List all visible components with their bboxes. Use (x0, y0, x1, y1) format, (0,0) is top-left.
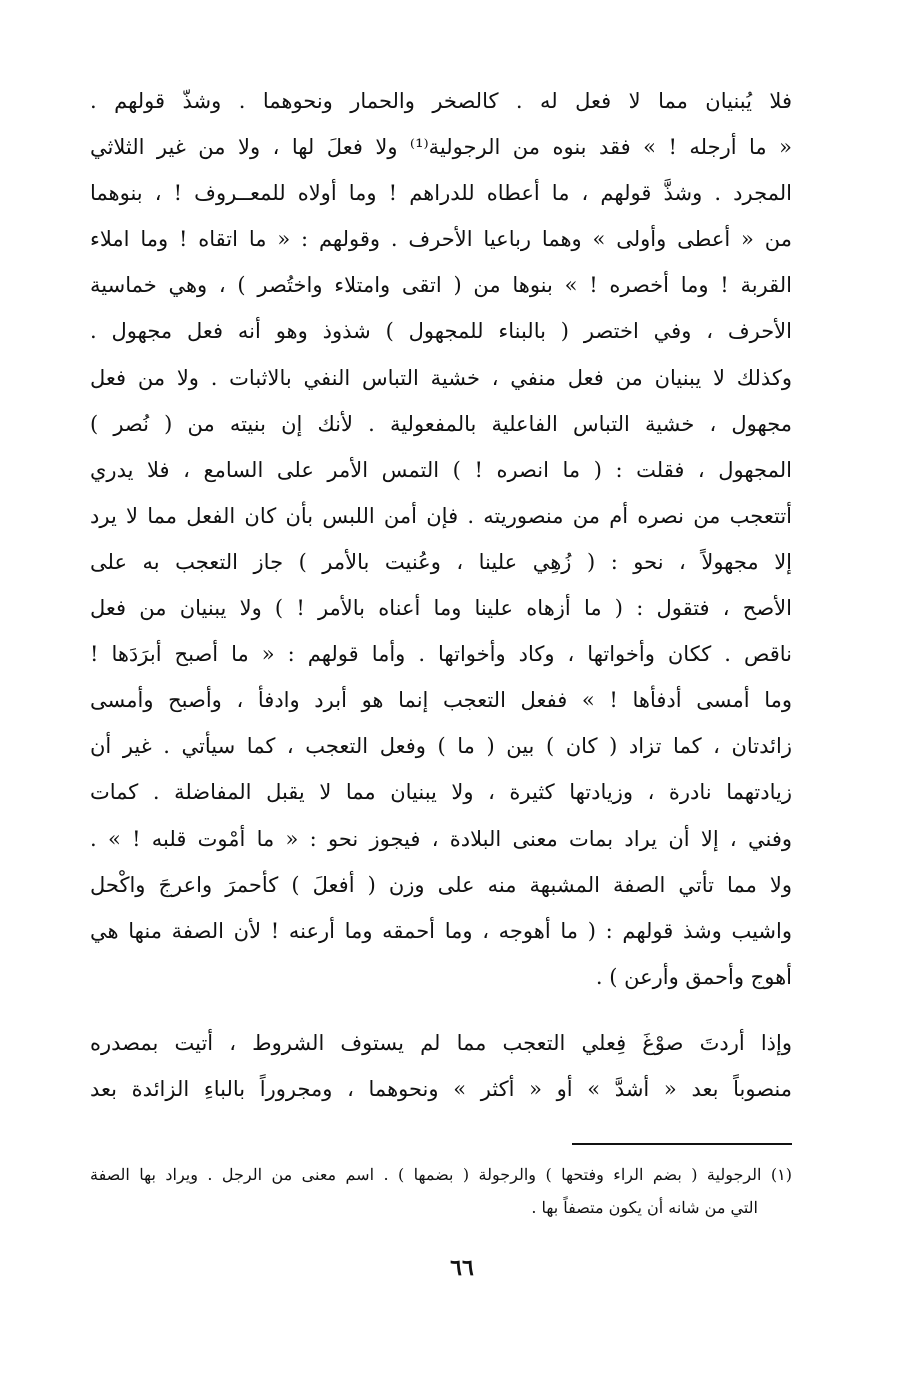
text-line: المجرد . وشذَّ قولهم ، ما أعطاه للدراهم ! وما أولاه للمعــروف ! ، بنوهما (90, 181, 792, 206)
text-line: القربة ! وما أخصره ! » بنوها من ( اتقى وامتلاء واختُصر ) ، وهي خماسية (90, 273, 792, 298)
text-line: وما أمسى أدفأها ! » ففعل التعجب إنما هو أبرد وادفأ ، وأصبح وأمسى (90, 688, 792, 713)
text-line: المجهول ، فقلت : ( ما انصره ! ) التمس الأمر على السامع ، فلا يدري (90, 457, 792, 482)
text-line: فلا يُبنيان مما لا فعل له . كالصخر والحمار ونحوهما . وشذّ قولهم . (90, 89, 792, 113)
text-line: مجهول ، خشية التباس الفاعلية بالمفعولية . لأنك إن بنيته من ( نُصر ) (90, 411, 792, 436)
text-line: ولا مما تأتي الصفة المشبهة منه على وزن ( أفعلَ ) كأحمرَ واعرجَ واكْحل (90, 872, 792, 897)
paragraph-gap (90, 1000, 792, 1020)
text-line: منصوباً بعد « أشدَّ » أو « أكثر » ونحوهما ، ومجروراً بالباءِ الزائدة بعد (90, 1076, 792, 1101)
footnote-line: التي من شانه أن يكون متصفاً بها . (531, 1198, 758, 1217)
page-number: ٦٦ (450, 1255, 474, 1281)
text-line: واشيب وشذ قولهم : ( ما أهوجه ، وما أحمقه وما أرعنه ! لأن الصفة منها هي (90, 918, 792, 943)
text-line: الأصح ، فتقول : ( ما أزهاه علينا وما أعناه بالأمر ! ) ولا يبنيان من فعل (90, 596, 792, 621)
text-line: من « أعطى وأولى » وهما رباعيا الأحرف . وقولهم : « ما اتقاه ! وما املاء (90, 227, 792, 252)
body-text (90, 78, 792, 1112)
text-line: وإذا أردتَ صوْغَ فِعلي التعجب مما لم يستوف الشروط ، أتيت بمصدره (90, 1030, 792, 1055)
text-line: ناقص . ككان وأخواتها ، وكاد وأخواتها . وأما قولهم : « ما أصبح أبرَدَها ! (90, 642, 792, 667)
text-line: أتتعجب من نصره أم من منصوريته . فإن أمن اللبس بأن كان الفعل مما لا يرد (90, 503, 792, 528)
footnote (90, 1158, 792, 1224)
text-line: أهوج وأحمق وأرعن ) . (595, 964, 792, 989)
text-line: الأحرف ، وفي اختصر ( بالبناء للمجهول ) شذوذ وهو أنه فعل مجهول . (90, 319, 792, 344)
text-line: زائدتان ، كما تزاد ( كان ) بين ( ما ) وفعل التعجب ، كما سيأتي . غير أن (90, 734, 792, 759)
text-line: زيادتهما نادرة ، وزيادتها كثيرة ، ولا يبنيان مما لا يقبل المفاضلة . كمات (90, 780, 792, 805)
text-line: وكذلك لا يبنيان من فعل منفي ، خشية التباس النفي بالاثبات . ولا من فعل (90, 365, 792, 390)
text-line: وفني ، إلا أن يراد بمات معنى البلادة ، فيجوز نحو : « ما أمْوت قلبه ! » . (90, 826, 792, 851)
paragraph-2 (90, 1020, 792, 1112)
text-line: إلا مجهولاً ، نحو : ( زُهِي علينا ، وعُنيت بالأمر ) جاز التعجب به على (90, 549, 792, 574)
paragraph-1 (90, 78, 792, 1000)
footnote-line: (١) الرجولية ( بضم الراء وفتحها ) والرجولة ( بضمها ) . اسم معنى من الرجل . ويراد بها الصفة (90, 1165, 792, 1184)
text-line: « ما أرجله ! » فقد بنوه من الرجولية⁽¹⁾ ولا فعلَ لها ، ولا من غير الثلاثي (90, 135, 792, 160)
footnote-separator (572, 1143, 792, 1145)
